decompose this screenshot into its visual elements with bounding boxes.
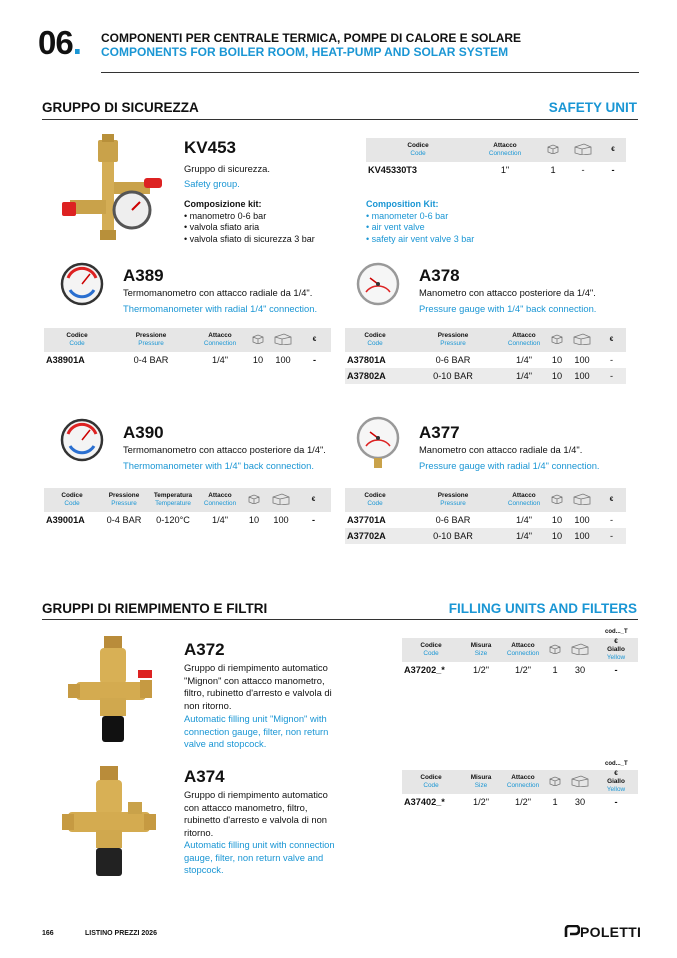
product-desc-it: Termomanometro con attacco posteriore da 1/4". [123, 444, 326, 455]
table-row: A38901A 0-4 BAR 1/4" 10 100 - [46, 355, 317, 365]
product-code: A372 [184, 640, 225, 659]
brand-logo: POLETTI [564, 924, 641, 942]
filling-unit-mignon-image [66, 636, 156, 746]
price-table-a389: Codice Code Pressione Pressure Attacco Connection € A38901A 0-4 BAR 1/4" 10 100 - [44, 328, 331, 368]
kit-list-en: Composition Kit: • manometer 0-6 bar • air vent valve • safety air vent valve 3 bar [366, 199, 475, 244]
table-row: A37702A 0-10 BAR 1/4" 10 100 - [345, 528, 626, 544]
product-desc-en: Safety group. [184, 178, 240, 189]
kit-list-it: Composizione kit: • manometro 0-6 bar • valvola sfiato aria • valvola sfiato di sicurezza 3 bar [184, 199, 315, 244]
box-large-icon [573, 493, 591, 503]
brand-logo-icon [564, 925, 580, 942]
product-desc-it: Gruppo di riempimento automatico "Mignon" con attacco manometro, filtro, rubinetto d'arresto e valvola di non ritorno. [184, 662, 332, 711]
product-desc-it: Gruppo di riempimento automatico con attacco manometro, filtro, rubinetto d'arresto e valvola di non ritorno. [184, 789, 328, 838]
price-table-a377: Codice Code Pressione Pressure Attacco Connection € A37701A 0-6 BAR 1/4" 10 100 - A37702A 0-10 BAR 1/4" 10 100 - [345, 488, 626, 544]
product-desc-it: Termomanometro con attacco radiale da 1/4". [123, 287, 313, 298]
product-code: A378 [419, 266, 460, 285]
table-row: A37402_* 1/2" 1/2" 1 30 - [404, 797, 618, 807]
header-divider [101, 72, 639, 73]
table-row: A37801A 0-6 BAR 1/4" 10 100 - [347, 355, 614, 365]
section-title-en: SAFETY UNIT [548, 100, 637, 115]
box-small-icon [551, 494, 563, 504]
filling-unit-image [62, 766, 158, 878]
product-desc-it: Manometro con attacco posteriore da 1/4". [419, 287, 596, 298]
box-small-icon [248, 494, 260, 504]
box-large-icon [272, 493, 290, 503]
box-small-icon [547, 144, 559, 154]
box-small-icon [549, 776, 561, 786]
box-small-icon [549, 644, 561, 654]
product-desc-en: Thermomanometer with 1/4" back connection. [123, 460, 314, 471]
chapter-title-it: COMPONENTI PER CENTRALE TERMICA, POMPE DI CALORE E SOLARE [101, 31, 522, 45]
pressure-gauge-image [356, 262, 400, 306]
thermomanometer-image [60, 262, 104, 306]
box-small-icon [551, 334, 563, 344]
box-large-icon [571, 775, 589, 785]
price-table-a372: Codice Code Misura Size Attacco Connection € Giallo Yellow A37202_* 1/2" 1/2" 1 30 - [402, 638, 638, 678]
box-small-icon [252, 334, 264, 344]
thermomanometer-image [60, 418, 104, 462]
product-desc-it: Manometro con attacco radiale da 1/4". [419, 444, 583, 455]
box-large-icon [573, 333, 591, 343]
section-title-en: FILLING UNITS AND FILTERS [448, 601, 637, 616]
box-large-icon [274, 333, 292, 343]
section-divider [42, 119, 638, 120]
box-large-icon [571, 643, 589, 653]
product-desc-en: Pressure gauge with 1/4" back connection. [419, 303, 597, 314]
chapter-number: 06. [38, 24, 81, 61]
product-code: KV453 [184, 138, 236, 157]
product-desc-en: Thermomanometer with radial 1/4" connection. [123, 303, 318, 314]
pressure-gauge-radial-image [356, 416, 400, 470]
product-code: A374 [184, 767, 225, 786]
cod-tag: cod..._T [605, 629, 628, 635]
table-row: A39001A 0-4 BAR 0-120°C 1/4" 10 100 - [46, 515, 316, 525]
product-code: A389 [123, 266, 164, 285]
price-list-label: LISTINO PREZZI 2026 [85, 930, 157, 937]
section-title-it: GRUPPI DI RIEMPIMENTO E FILTRI [42, 601, 268, 616]
page-number: 166 [42, 930, 54, 937]
safety-group-image [60, 132, 170, 242]
price-table-a374: Codice Code Misura Size Attacco Connection € Giallo Yellow A37402_* 1/2" 1/2" 1 30 - [402, 770, 638, 810]
price-table-kv453: Codice Code Attacco Connection € KV45330T3 1" 1 - - [366, 138, 626, 178]
table-row: A37701A 0-6 BAR 1/4" 10 100 - [347, 515, 614, 525]
table-row: A37202_* 1/2" 1/2" 1 30 - [404, 665, 618, 675]
table-row: A37802A 0-10 BAR 1/4" 10 100 - [345, 368, 626, 384]
product-desc-en: Automatic filling unit "Mignon" with connection gauge, filter, non return valve and stopcock. [184, 713, 329, 750]
price-table-a378: Codice Code Pressione Pressure Attacco Connection € A37801A 0-6 BAR 1/4" 10 100 - A37802A 0-10 BAR 1/4" 10 100 - [345, 328, 626, 384]
product-desc-en: Pressure gauge with radial 1/4" connection. [419, 460, 600, 471]
product-desc-it: Gruppo di sicurezza. [184, 163, 270, 174]
table-row: KV45330T3 1" 1 - - [368, 165, 615, 175]
cod-tag: cod..._T [605, 761, 628, 767]
product-code: A390 [123, 423, 164, 442]
box-large-icon [574, 143, 592, 153]
product-desc-en: Automatic filling unit with connection gauge, filter, non return valve and stopcock. [184, 839, 335, 876]
price-table-a390: Codice Code Pressione Pressure Temperatura Temperature Attacco Connection € A39001A 0-4 BAR 0-120°C 1/4" 10 100 - [44, 488, 331, 528]
chapter-title-en: COMPONENTS FOR BOILER ROOM, HEAT-PUMP AND SOLAR SYSTEM [101, 45, 509, 59]
product-code: A377 [419, 423, 460, 442]
section-divider [42, 619, 638, 620]
section-title-it: GRUPPO DI SICUREZZA [42, 100, 199, 115]
